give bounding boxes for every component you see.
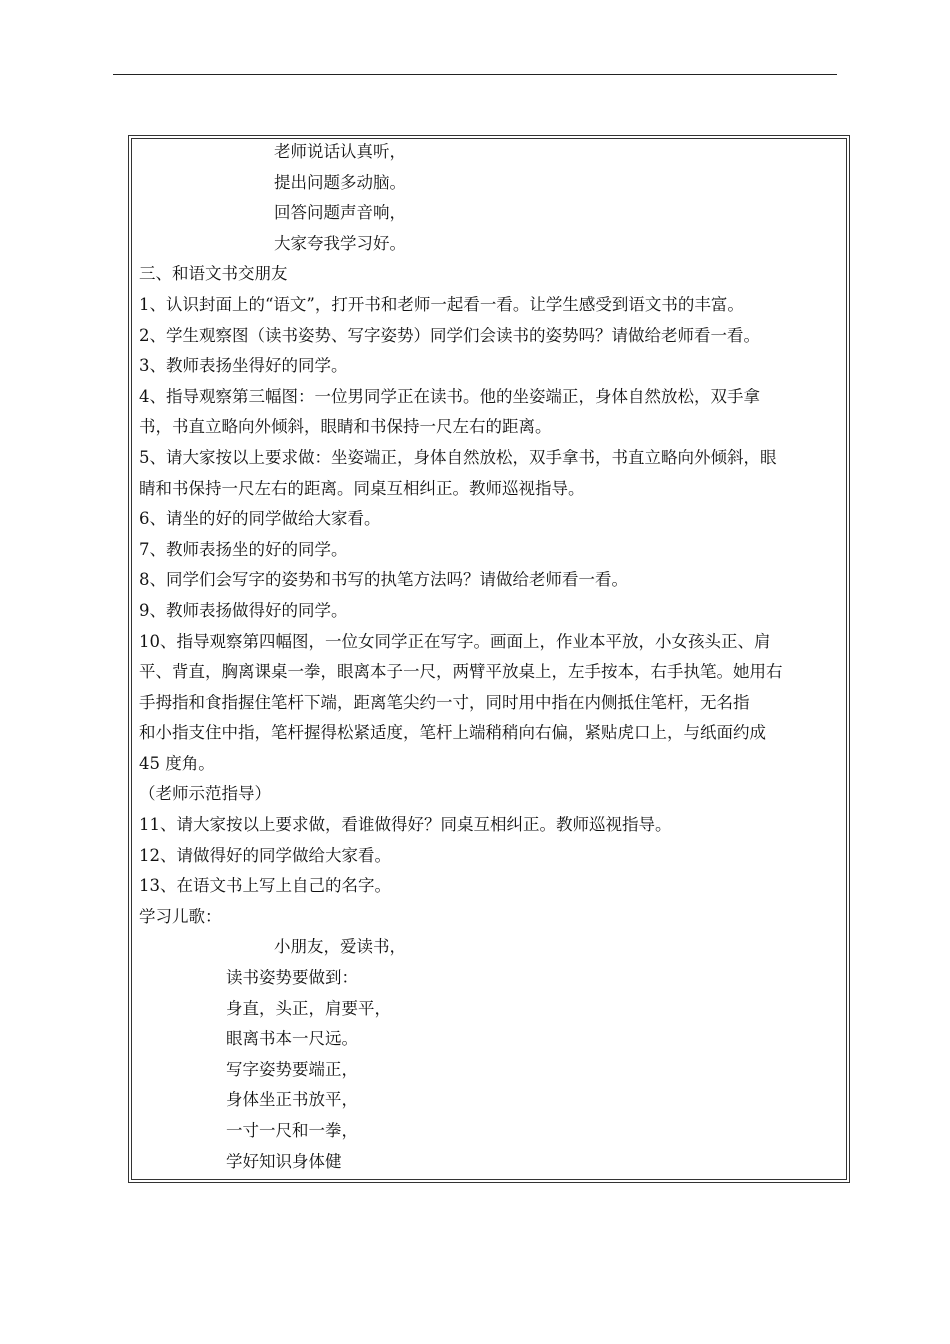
poem-line: 身直，头正，肩要平， bbox=[226, 998, 391, 1018]
text-line: 13、在语文书上写上自己的名字。 bbox=[139, 876, 391, 896]
paragraph-11 bbox=[139, 810, 841, 841]
text-line: 12、请做得好的同学做给大家看。 bbox=[139, 845, 391, 865]
text-line: 和小指支住中指，笔杆握得松紧适度，笔杆上端稍稍向右偏，紧贴虎口上，与纸面约成 bbox=[139, 723, 766, 743]
poem-reading bbox=[139, 932, 841, 1177]
text-line: 书，书直立略向外倾斜，眼睛和书保持一尺左右的距离。 bbox=[139, 417, 552, 437]
paragraph-13 bbox=[139, 871, 841, 902]
text-line: 8、同学们会写字的姿势和书写的执笔方法吗？请做给老师看一看。 bbox=[139, 570, 628, 590]
text-line: 11、请大家按以上要求做，看谁做得好？同桌互相纠正。教师巡视指导。 bbox=[139, 815, 672, 835]
paragraph-9 bbox=[139, 596, 841, 627]
paragraph-10 bbox=[139, 627, 841, 780]
text-line: 学习儿歌： bbox=[139, 906, 222, 926]
section-title: 三、和语文书交朋友 bbox=[139, 264, 288, 284]
text-line: 3、教师表扬坐得好的同学。 bbox=[139, 356, 348, 376]
paragraph-3 bbox=[139, 351, 841, 382]
poem-line: 眼离书本一尺远。 bbox=[226, 1029, 358, 1049]
poem-line: 提出问题多动脑。 bbox=[274, 172, 406, 192]
poem-line: 老师说话认真听， bbox=[274, 142, 406, 161]
text-line: 4、指导观察第三幅图：一位男同学正在读书。他的坐姿端正，身体自然放松，双手拿 bbox=[139, 386, 760, 406]
text-line: 手拇指和食指握住笔杆下端，距离笔尖约一寸，同时用中指在内侧抵住笔杆，无名指 bbox=[139, 692, 750, 712]
text-line: 45 度角。 bbox=[139, 753, 215, 773]
text-line: 1、认识封面上的“语文”，打开书和老师一起看一看。让学生感受到语文书的丰富。 bbox=[139, 294, 744, 314]
paragraph-12 bbox=[139, 841, 841, 872]
text-line: 7、教师表扬坐的好的同学。 bbox=[139, 539, 348, 559]
paragraph-6 bbox=[139, 504, 841, 535]
poem-line: 一寸一尺和一拳， bbox=[226, 1121, 358, 1140]
poem-line: 回答问题声音响， bbox=[274, 203, 406, 223]
poem-classroom bbox=[139, 137, 841, 259]
poem-line: 大家夸我学习好。 bbox=[274, 233, 406, 253]
paragraph-2 bbox=[139, 321, 841, 352]
poem-line: 身体坐正书放平， bbox=[226, 1090, 358, 1110]
text-line: 5、请大家按以上要求做：坐姿端正，身体自然放松，双手拿书，书直立略向外倾斜，眼 bbox=[139, 447, 777, 467]
paragraph-4 bbox=[139, 382, 841, 443]
paragraph-8 bbox=[139, 565, 841, 596]
text-line: 6、请坐的好的同学做给大家看。 bbox=[139, 509, 381, 529]
paragraph-7 bbox=[139, 535, 841, 566]
text-line: （老师示范指导） bbox=[139, 784, 271, 804]
poem-line: 小朋友，爱读书， bbox=[274, 937, 406, 957]
poem-line: 学好知识身体健 bbox=[226, 1151, 342, 1171]
text-line: 平、背直，胸离课桌一拳，眼离本子一尺，两臂平放桌上，左手按本，右手执笔。她用右 bbox=[139, 662, 783, 682]
paragraph-demo-note bbox=[139, 779, 841, 810]
text-line: 睛和书保持一尺左右的距离。同桌互相纠正。教师巡视指导。 bbox=[139, 478, 585, 498]
content bbox=[139, 137, 841, 1177]
paragraph-song-label bbox=[139, 902, 841, 933]
text-line: 2、学生观察图（读书姿势、写字姿势）同学们会读书的姿势吗？请做给老师看一看。 bbox=[139, 325, 760, 345]
text-line: 9、教师表扬做得好的同学。 bbox=[139, 600, 348, 620]
paragraph-5 bbox=[139, 443, 841, 504]
header-rule bbox=[113, 74, 837, 75]
paragraph-1 bbox=[139, 290, 841, 321]
poem-line: 读书姿势要做到： bbox=[226, 968, 358, 988]
poem-line: 写字姿势要端正， bbox=[226, 1059, 358, 1079]
text-line: 10、指导观察第四幅图，一位女同学正在写字。画面上，作业本平放，小女孩头正、肩 bbox=[139, 631, 771, 651]
